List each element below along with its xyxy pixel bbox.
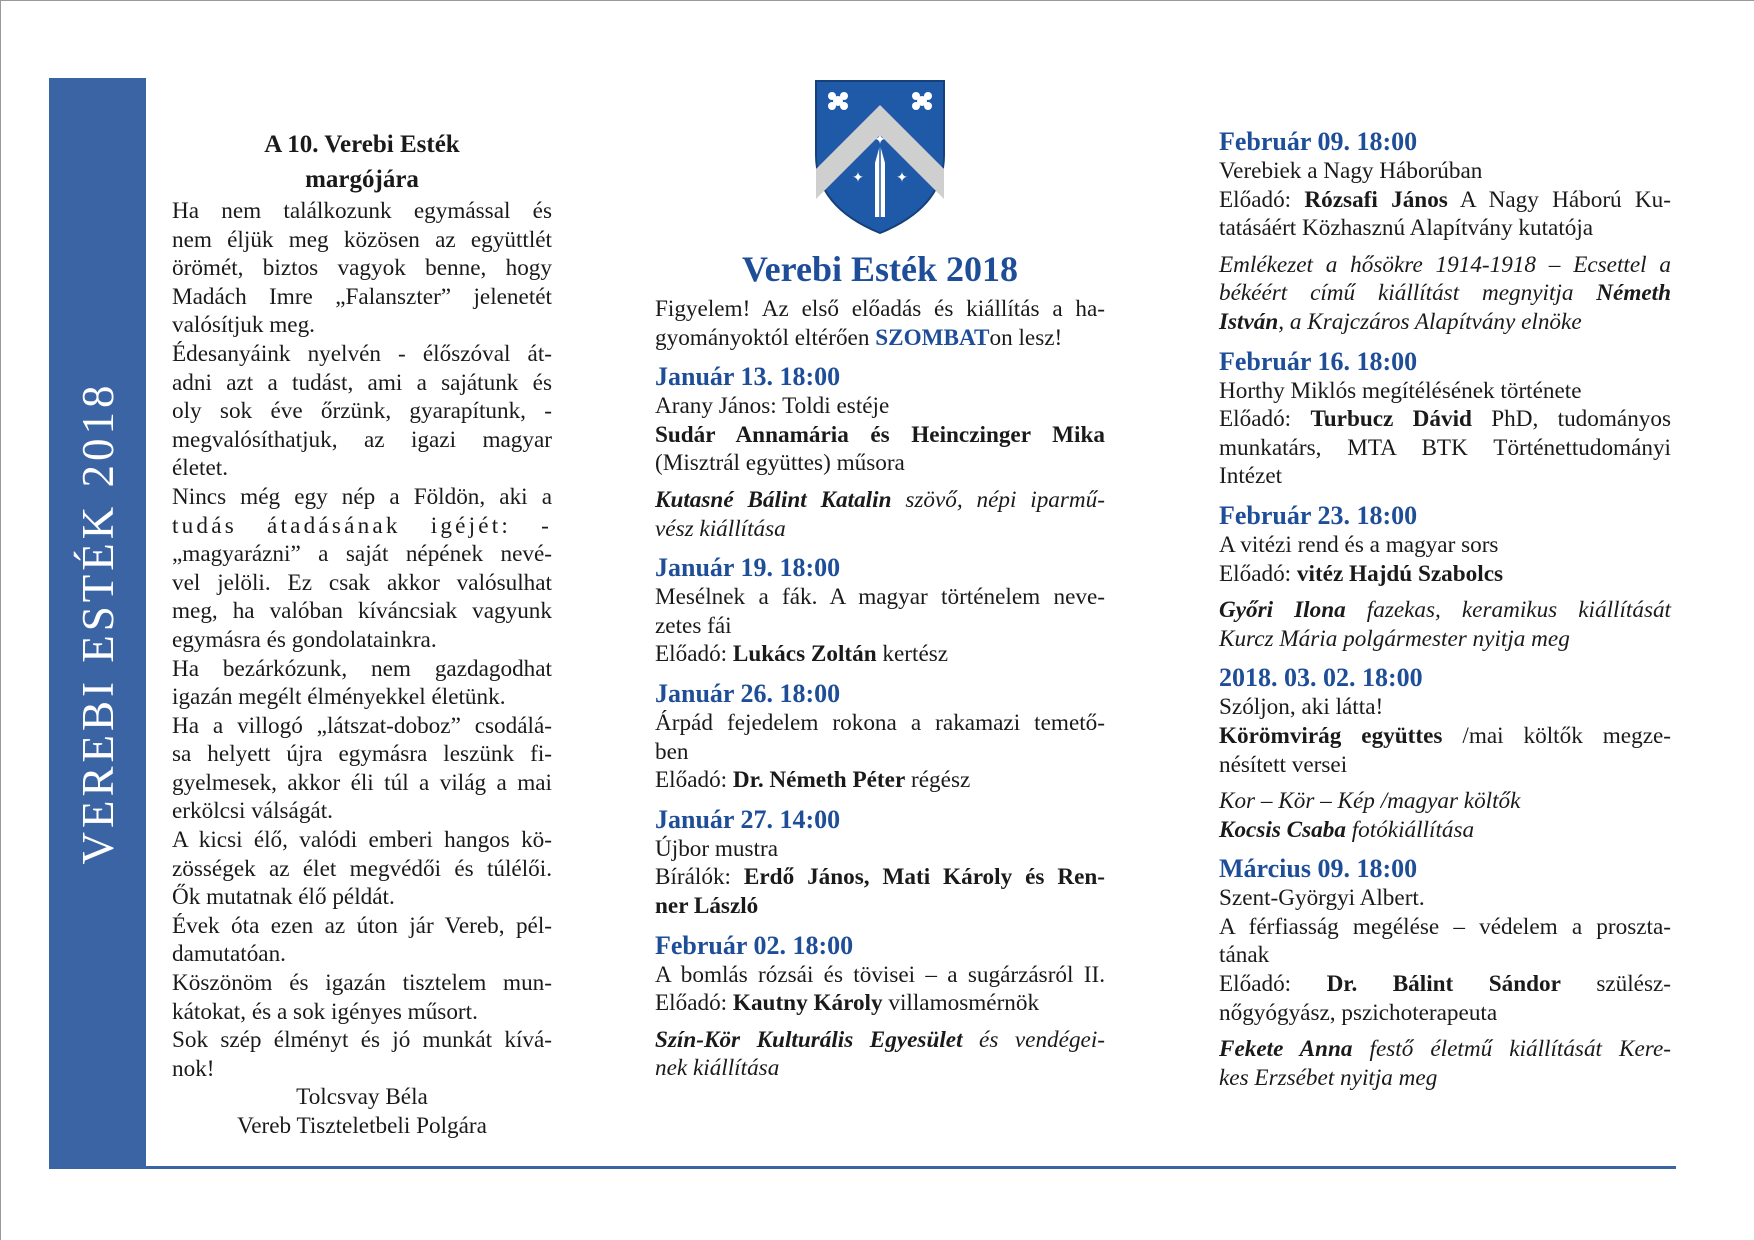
event-date: Január 26. 18:00 <box>655 678 841 708</box>
event-line: A bomlás rózsái és tövisei – a sugárzásról II. <box>655 961 1105 988</box>
event-speaker: Dr. Bálint Sándor <box>1326 971 1561 998</box>
event-line: Intézet <box>1219 463 1283 490</box>
event-note-name: Kutasné Bálint Katalin <box>655 486 892 513</box>
event-note-line <box>1219 279 1671 308</box>
event-entry <box>655 931 1105 1083</box>
event-note-text: és vendégei- <box>962 1026 1105 1053</box>
event-date: Február 09. 18:00 <box>1219 127 1418 156</box>
event-date: Január 19. 18:00 <box>655 553 841 583</box>
event-label: Bírálók: <box>655 864 744 891</box>
svg-text:✦: ✦ <box>852 170 864 186</box>
intro-line: megvalósíthatjuk, az igazi magyar <box>172 426 552 453</box>
intro-line: Ha nem találkozunk egymással és <box>172 198 552 224</box>
intro-line: Ha a villogó „látszat-doboz” csodálá- <box>172 712 552 739</box>
event-line: A férfiasság megélése – védelem a proszta- <box>1219 913 1671 940</box>
event-note <box>1219 251 1671 337</box>
notice-text: on lesz! <box>989 324 1063 351</box>
event-date: Január 27. 14:00 <box>655 804 841 834</box>
event-note-line <box>655 1026 1105 1055</box>
intro-line: Édesanyáink nyelvén - élőszóval át- <box>172 340 552 367</box>
event-line: Szóljon, aki látta! <box>1219 694 1384 721</box>
event-speaker: Turbucz Dávid <box>1310 406 1472 433</box>
event-date: Február 02. 18:00 <box>655 930 854 960</box>
svg-text:✦: ✦ <box>874 132 886 148</box>
event-judges: Erdő János, Mati Károly és Ren- <box>743 864 1105 891</box>
event-note-name: Kocsis Csaba <box>1219 816 1346 843</box>
event-performer: Sudár Annamária és Heinczinger Mika <box>655 421 1105 448</box>
intro-line: Évek óta ezen az úton jár Vereb, pél- <box>172 912 552 939</box>
event-note-line <box>1219 596 1671 625</box>
event-label: Előadó: <box>1219 971 1327 998</box>
event-line: Arany János: Toldi estéje <box>655 393 890 420</box>
intro-line: Köszönöm és igazán tisztelem mun- <box>172 970 552 997</box>
intro-line: gyelmesek, akkor éli túl a világ a mai <box>172 769 552 796</box>
side-title-band <box>49 78 146 1168</box>
event-judges: ner László <box>655 892 759 919</box>
event-line <box>655 863 1105 892</box>
event-note-name: Szín-Kör Kulturális Egyesület <box>655 1026 963 1053</box>
event-line: tának <box>1219 942 1270 969</box>
event-line: Árpád fejedelem rokona a rakamazi temető- <box>655 709 1105 736</box>
event-speaker: Kautny Károly <box>732 990 883 1017</box>
event-date: Február 23. 18:00 <box>1219 500 1418 530</box>
event-note-line: kes Erzsébet nyitja meg <box>1219 1064 1438 1091</box>
event-note <box>1219 1035 1671 1092</box>
event-note-name: Győri Ilona <box>1219 597 1346 624</box>
event-line: nésített versei <box>1219 751 1348 778</box>
event-note-line: Emlékezet a hősökre 1914-1918 – Ecsettel a <box>1219 251 1671 278</box>
event-note-line <box>1219 1035 1671 1064</box>
event-label: Előadó: <box>1219 186 1305 213</box>
side-title: VEREBI ESTÉK 2018 <box>72 381 123 865</box>
event-text: PhD, tudományos <box>1471 406 1671 433</box>
event-line <box>655 766 1105 795</box>
event-note-line <box>1219 816 1671 845</box>
intro-line: adni azt a tudást, ami a sajátunk és <box>172 369 552 396</box>
notice-highlight: SZOMBAT <box>875 324 990 351</box>
event-line <box>1219 722 1671 751</box>
event-text: A Nagy Háború Ku- <box>1447 186 1671 213</box>
event-label: Előadó: <box>1219 406 1311 433</box>
event-entry <box>655 553 1105 669</box>
notice-text: gyományoktól eltérően <box>655 324 876 351</box>
event-note-line <box>1219 308 1671 337</box>
event-line: (Misztrál együttes) műsora <box>655 450 905 477</box>
event-line <box>1219 405 1671 434</box>
event-note <box>655 486 1105 543</box>
program-column-2 <box>1219 127 1671 1102</box>
intro-line: egymásra és gondolatainkra. <box>172 626 437 653</box>
event-text: villamosmérnök <box>882 990 1040 1017</box>
event-note-text: szövő, népi iparmű- <box>891 486 1105 513</box>
intro-line: Ha bezárkózunk, nem gazdagodhat <box>172 655 552 682</box>
event-line: A vitézi rend és a magyar sors <box>1219 531 1499 558</box>
intro-line: Sok szép élményt és jó munkát kívá- <box>172 1027 552 1054</box>
event-entry <box>655 679 1105 795</box>
intro-line: Ők mutatnak élő példát. <box>172 884 395 911</box>
event-line: Verebiek a Nagy Háborúban <box>1219 158 1483 184</box>
event-line <box>1219 970 1671 999</box>
intro-line: A kicsi élő, valódi emberi hangos kö- <box>172 827 552 854</box>
event-entry <box>1219 663 1671 844</box>
event-note-text: festő életmű kiállítását Kere- <box>1352 1036 1671 1063</box>
coat-of-arms-icon <box>810 77 950 237</box>
event-date: Február 16. 18:00 <box>1219 346 1418 376</box>
event-note <box>1219 787 1671 844</box>
intro-line: kátokat, és a sok igényes műsort. <box>172 998 478 1025</box>
event-note-name: Fekete Anna <box>1219 1036 1353 1063</box>
event-speaker: Lukács Zoltán <box>732 641 877 668</box>
svg-text:✦: ✦ <box>896 170 908 186</box>
intro-line: erkölcsi válságát. <box>172 798 333 825</box>
event-line: munkatárs, MTA BTK Történettudományi <box>1219 434 1671 461</box>
event-text: régész <box>905 767 971 794</box>
page-title: Verebi Esték 2018 <box>741 249 1018 289</box>
event-line: tatásáért Közhasznú Alapítvány kutatója <box>1219 215 1594 242</box>
event-entry <box>655 805 1105 921</box>
intro-column <box>172 127 552 1141</box>
event-label: Előadó: <box>655 990 733 1017</box>
event-speaker: Rózsafi János <box>1304 186 1448 213</box>
event-line <box>655 421 1105 450</box>
event-note-line: nek kiállítása <box>655 1055 780 1082</box>
intro-line: sa helyett újra egymásra leszünk fi- <box>172 741 552 768</box>
event-label: Előadó: <box>655 641 733 668</box>
event-date: Január 13. 18:00 <box>655 362 841 392</box>
event-line: ben <box>655 738 689 765</box>
event-note-name: István <box>1219 308 1279 335</box>
intro-line: örömét, biztos vagyok benne, hogy <box>172 255 552 282</box>
intro-text <box>172 197 552 1083</box>
event-line: nőgyógyász, pszichoterapeuta <box>1219 999 1498 1026</box>
event-line: Szent-Györgyi Albert. <box>1219 885 1425 912</box>
intro-line: oly sok éve őrzünk, gyarapítunk, - <box>172 398 552 425</box>
notice <box>655 295 1105 352</box>
bottom-rule <box>49 1166 1676 1169</box>
event-entry <box>1219 347 1671 491</box>
event-line <box>655 892 1105 921</box>
program-column-1 <box>655 77 1105 1093</box>
event-note <box>655 1026 1105 1083</box>
event-note-line: vész kiállítása <box>655 515 786 542</box>
notice-line: Figyelem! Az első előadás és kiállítás a ha- <box>655 296 1105 322</box>
signature-title: Vereb Tiszteletbeli Polgára <box>237 1113 487 1139</box>
event-entry <box>1219 501 1671 653</box>
event-entry <box>1219 854 1671 1092</box>
intro-line: nok! <box>172 1055 215 1082</box>
intro-line: vel jelöli. Ez csak akkor valósulhat <box>172 569 552 596</box>
event-entry <box>1219 127 1671 337</box>
event-line: Újbor mustra <box>655 835 779 862</box>
intro-line: tudás átadásának igéjét: - <box>172 512 552 539</box>
notice-line <box>655 324 1105 353</box>
event-note <box>1219 596 1671 653</box>
event-line: zetes fái <box>655 612 732 639</box>
event-speaker: vitéz Hajdú Szabolcs <box>1296 560 1504 587</box>
event-line <box>1219 186 1671 215</box>
event-performer: Körömvirág együttes <box>1219 722 1443 749</box>
event-note-text: , a Krajczáros Alapítvány elnöke <box>1278 308 1582 335</box>
intro-line: damutatóan. <box>172 941 286 968</box>
intro-line: zösségek az élet megvédői és túlélői. <box>172 855 552 882</box>
event-line: Mesélnek a fák. A magyar történelem neve- <box>655 584 1105 611</box>
intro-line: nem éljük meg közösen az együttlét <box>172 226 552 253</box>
event-note-line: Kor – Kör – Kép /magyar költők <box>1219 788 1521 815</box>
signature-name: Tolcsvay Béla <box>296 1084 428 1111</box>
event-note-name: Németh <box>1596 280 1671 307</box>
intro-line: meg, ha valóban kíváncsiak vagyunk <box>172 598 552 625</box>
intro-line: Nincs még egy nép a Földön, aki a <box>172 483 552 510</box>
event-label: Előadó: <box>655 767 733 794</box>
event-text: szülész- <box>1560 971 1671 998</box>
event-line: Horthy Miklós megítélésének története <box>1219 377 1582 404</box>
intro-line: „magyarázni” a saját népének nevé- <box>172 541 552 568</box>
intro-title-line: A 10. Verebi Esték <box>264 131 460 158</box>
intro-title <box>172 127 552 197</box>
event-line <box>1219 560 1671 589</box>
event-note-text: fazekas, keramikus kiállítását <box>1345 597 1671 624</box>
event-note-line: Kurcz Mária polgármester nyitja meg <box>1219 625 1570 652</box>
event-speaker: Dr. Németh Péter <box>732 767 906 794</box>
event-date: 2018. 03. 02. 18:00 <box>1219 663 1423 693</box>
event-label: Előadó: <box>1219 560 1297 587</box>
event-note-text: fotókiállítása <box>1345 816 1475 843</box>
event-line <box>655 640 1105 669</box>
intro-title-line: margójára <box>305 166 419 193</box>
event-text: /mai költők megze- <box>1442 722 1671 749</box>
event-note-line <box>655 486 1105 515</box>
event-note-text: békéért című kiállítást megnyitja <box>1219 280 1597 307</box>
intro-line: igazán megélt élményekkel életünk. <box>172 684 506 711</box>
intro-line: valósítjuk meg. <box>172 312 315 339</box>
intro-line: életet. <box>172 455 228 482</box>
event-line <box>655 989 1105 1018</box>
event-entry <box>655 362 1105 543</box>
event-date: Március 09. 18:00 <box>1219 854 1418 884</box>
event-text: kertész <box>876 641 949 668</box>
signature <box>172 1083 552 1140</box>
intro-line: Madách Imre „Falanszter” jelenetét <box>172 283 552 310</box>
